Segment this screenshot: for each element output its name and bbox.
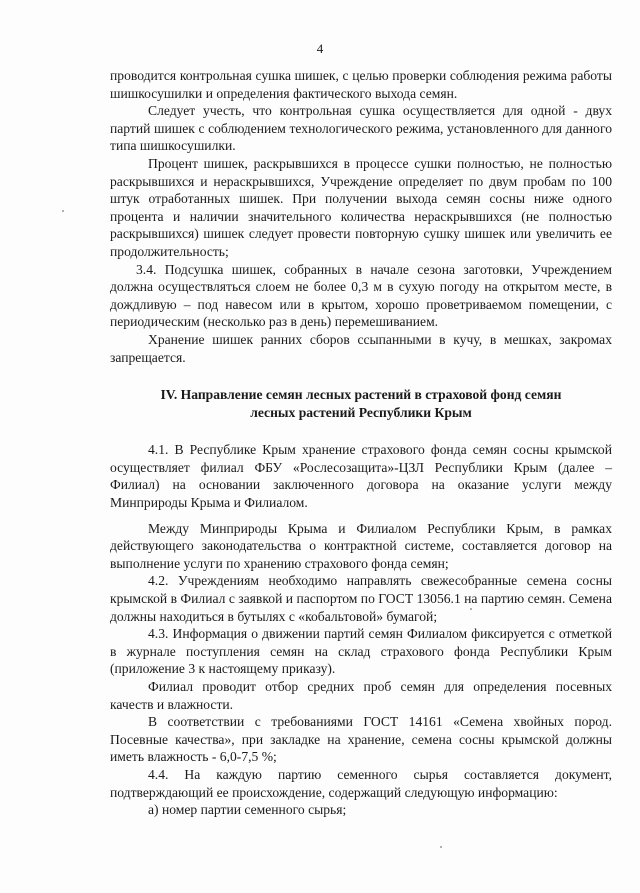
paragraph: 3.4. Подсушка шишек, собранных в начале сезона заготовки, Учреждением должна осуществляться слоем не более 0,3 м в сухую погоду на открытом месте, в дождливую – под навесом или в крытом, хорошо проветриваемом помещении, с периодическим (несколько раз в день) перемешиванием. — [110, 261, 612, 330]
paragraph: Между Минприроды Крыма и Филиалом Республики Крым, в рамках действующего законодательства о контрактной системе, составляется договор на выполнение услуги по хранению страхового фонда семян; — [110, 520, 612, 571]
paragraph: проводится контрольная сушка шишек, с целью проверки соблюдения режима работы шишкосушилки и определения фактического выхода семян. — [110, 68, 612, 101]
scan-speck — [62, 210, 64, 212]
paragraph: 4.2. Учреждениям необходимо направлять свежесобранные семена сосны крымской в Филиал с заявкой и паспортом по ГОСТ 13056.1 на партию семян. Семена должны находиться в бутылях с «кобальтовой» бумагой; — [110, 573, 612, 624]
paragraph: 4.4. На каждую партию семенного сырья составляется документ, подтверждающий ее происхождение, содержащий следующую информацию: — [110, 766, 612, 800]
paragraph: Хранение шишек ранних сборов ссыпанными в кучу, в мешках, закромах запрещается. — [110, 331, 612, 365]
section-heading-line: лесных растений Республики Крым — [250, 404, 472, 420]
paragraph: 4.3. Информация о движении партий семян Филиалом фиксируется с отметкой в журнале поступления семян на склад страхового фонда Республики Крым (приложение 3 к настоящему приказу). — [110, 626, 612, 677]
scan-speck — [440, 846, 442, 848]
paragraph: Процент шишек, раскрывшихся в процессе сушки полностью, не полностью раскрывшихся и нераскрывшихся, Учреждение определяет по двум пробам по 100 штук отработанных шишек. При получении выхода семян сосны ниже одного процента и наличии значительного количества нераскрывшихся (не полностью раскрывшихся) шишек следует провести повторную сушку шишек или увеличить ее продолжительность; — [110, 155, 612, 259]
paragraph: а) номер партии семенного сырья; — [148, 802, 347, 818]
document-body — [110, 67, 612, 819]
paragraph: Филиал проводит отбор средних проб семян для определения посевных качеств и влажности. — [110, 679, 612, 712]
page-number: 4 — [316, 41, 324, 56]
paragraph: В соответствии с требованиями ГОСТ 14161 «Семена хвойных пород. Посевные качества», при закладке на хранение, семена сосны крымской должны иметь влажность - 6,0-7,5 %; — [110, 714, 612, 765]
scan-speck — [470, 608, 472, 610]
section-heading-line: IV. Направление семян лесных растений в страховой фонд семян — [160, 387, 562, 403]
paragraph: 4.1. В Республике Крым хранение страхового фонда семян сосны крымской осуществляет филиал ФБУ «Рослесозащита»-ЦЗЛ Республики Крым (далее – Филиал) на основании заключенного договора на оказание услуги между Минприроды Крыма и Филиалом. — [110, 442, 612, 511]
paragraph: Следует учесть, что контрольная сушка осуществляется для одной - двух партий шишек с соблюдением технологического режима, установленного для данного типа шишкосушилки. — [110, 103, 612, 154]
section-heading — [110, 386, 612, 421]
